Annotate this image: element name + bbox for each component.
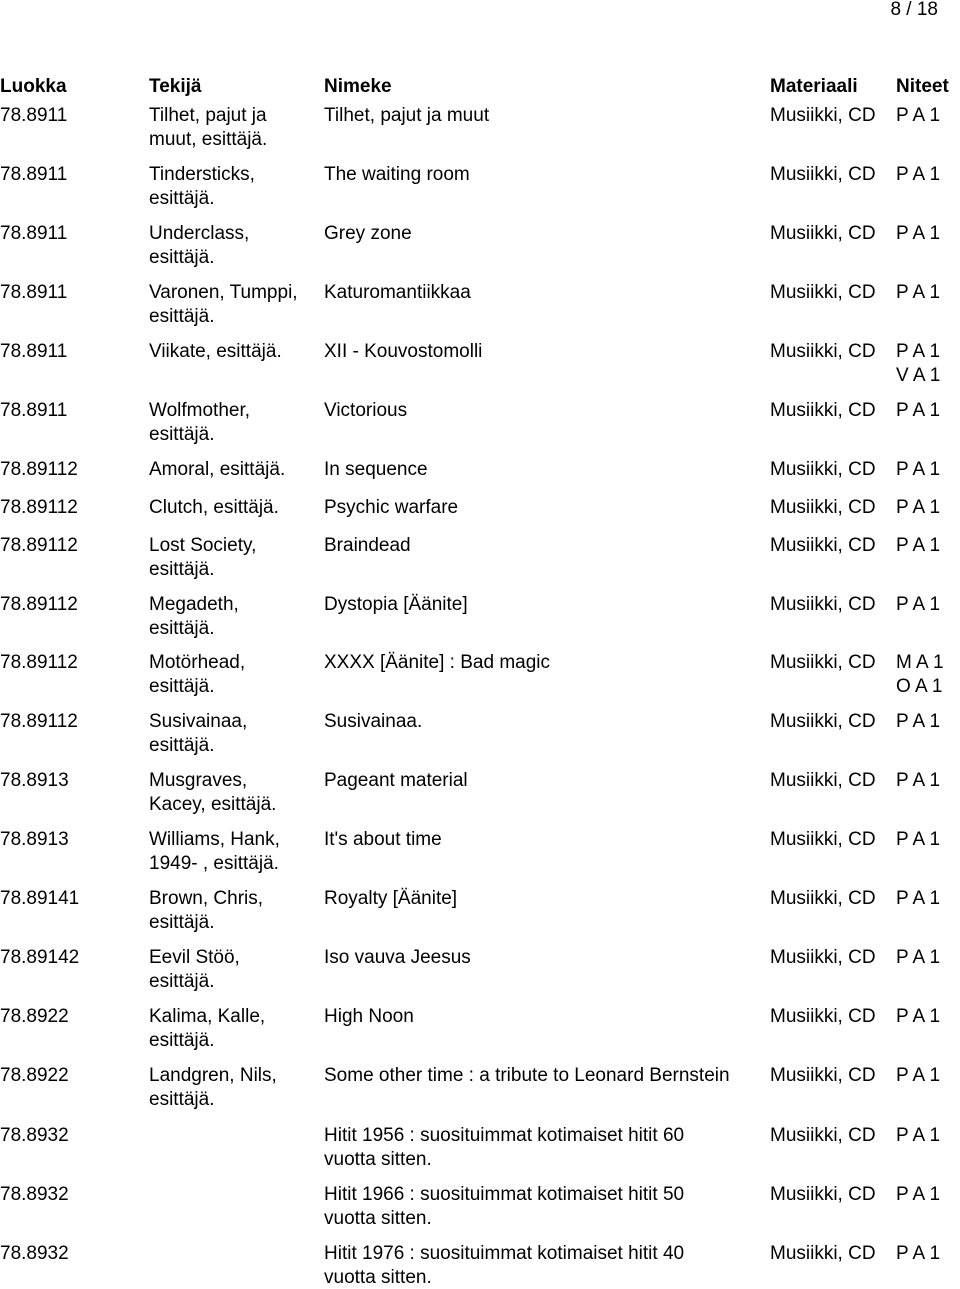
header-nimeke: Nimeke: [324, 75, 392, 99]
cell-niteet: P A 1: [896, 887, 940, 911]
cell-nimeke: Hitit 1966 : suosituimmat kotimaiset hitit 50: [324, 1183, 684, 1207]
cell-tekija: Brown, Chris,: [149, 887, 263, 911]
cell-luokka: 78.89112: [0, 710, 78, 734]
cell-tekija: Lost Society,: [149, 534, 256, 558]
cell-tekija: esittäjä.: [149, 423, 214, 447]
cell-niteet: P A 1: [896, 1124, 940, 1148]
cell-materiaali: Musiikki, CD: [770, 104, 876, 128]
cell-niteet: P A 1: [896, 534, 940, 558]
cell-materiaali: Musiikki, CD: [770, 1124, 876, 1148]
cell-tekija: muut, esittäjä.: [149, 128, 267, 152]
cell-luokka: 78.89112: [0, 534, 78, 558]
header-luokka: Luokka: [0, 75, 67, 99]
cell-niteet: P A 1: [896, 458, 940, 482]
cell-niteet: P A 1: [896, 222, 940, 246]
cell-tekija: esittäjä.: [149, 1029, 214, 1053]
cell-tekija: Kalima, Kalle,: [149, 1005, 265, 1029]
cell-tekija: esittäjä.: [149, 675, 214, 699]
cell-materiaali: Musiikki, CD: [770, 946, 876, 970]
header-tekija: Tekijä: [149, 75, 201, 99]
cell-tekija: Megadeth,: [149, 593, 239, 617]
cell-niteet: P A 1: [896, 828, 940, 852]
cell-tekija: Wolfmother,: [149, 399, 250, 423]
header-materiaali: Materiaali: [770, 75, 858, 99]
cell-luokka: 78.8913: [0, 828, 69, 852]
cell-niteet: P A 1: [896, 1005, 940, 1029]
cell-tekija: Williams, Hank,: [149, 828, 280, 852]
cell-materiaali: Musiikki, CD: [770, 1183, 876, 1207]
cell-luokka: 78.89112: [0, 458, 78, 482]
cell-materiaali: Musiikki, CD: [770, 1064, 876, 1088]
cell-tekija: Kacey, esittäjä.: [149, 793, 276, 817]
cell-luokka: 78.8932: [0, 1183, 69, 1207]
cell-nimeke: Susivainaa.: [324, 710, 422, 734]
cell-nimeke: Royalty [Äänite]: [324, 887, 457, 911]
cell-nimeke: Psychic warfare: [324, 496, 458, 520]
cell-niteet: P A 1: [896, 946, 940, 970]
cell-niteet: P A 1: [896, 593, 940, 617]
cell-luokka: 78.8911: [0, 399, 67, 423]
cell-nimeke: It's about time: [324, 828, 442, 852]
cell-tekija: Viikate, esittäjä.: [149, 340, 282, 364]
cell-niteet: P A 1: [896, 769, 940, 793]
cell-tekija: esittäjä.: [149, 911, 214, 935]
cell-luokka: 78.8913: [0, 769, 69, 793]
cell-luokka: 78.89112: [0, 496, 78, 520]
cell-materiaali: Musiikki, CD: [770, 458, 876, 482]
cell-materiaali: Musiikki, CD: [770, 281, 876, 305]
cell-niteet: P A 1: [896, 163, 940, 187]
cell-nimeke: Grey zone: [324, 222, 412, 246]
cell-nimeke: In sequence: [324, 458, 428, 482]
cell-luokka: 78.89141: [0, 887, 79, 911]
cell-materiaali: Musiikki, CD: [770, 340, 876, 364]
cell-nimeke: XXXX [Äänite] : Bad magic: [324, 651, 550, 675]
cell-luokka: 78.8911: [0, 104, 67, 128]
cell-tekija: Eevil Stöö,: [149, 946, 240, 970]
cell-materiaali: Musiikki, CD: [770, 163, 876, 187]
cell-materiaali: Musiikki, CD: [770, 399, 876, 423]
cell-tekija: esittäjä.: [149, 187, 214, 211]
cell-nimeke: Hitit 1976 : suosituimmat kotimaiset hitit 40: [324, 1242, 684, 1266]
cell-niteet: P A 1: [896, 1242, 940, 1266]
cell-materiaali: Musiikki, CD: [770, 593, 876, 617]
cell-tekija: esittäjä.: [149, 734, 214, 758]
cell-materiaali: Musiikki, CD: [770, 222, 876, 246]
cell-nimeke: Dystopia [Äänite]: [324, 593, 468, 617]
cell-nimeke: Pageant material: [324, 769, 468, 793]
cell-nimeke: Some other time : a tribute to Leonard Bernstein: [324, 1064, 730, 1088]
cell-nimeke: vuotta sitten.: [324, 1266, 432, 1289]
cell-tekija: Underclass,: [149, 222, 249, 246]
cell-nimeke: vuotta sitten.: [324, 1148, 432, 1172]
cell-tekija: esittäjä.: [149, 1088, 214, 1112]
cell-luokka: 78.89112: [0, 593, 78, 617]
cell-nimeke: Hitit 1956 : suosituimmat kotimaiset hitit 60: [324, 1124, 684, 1148]
cell-luokka: 78.8911: [0, 281, 67, 305]
cell-niteet: V A 1: [896, 364, 940, 388]
cell-tekija: esittäjä.: [149, 305, 214, 329]
cell-tekija: esittäjä.: [149, 970, 214, 994]
cell-nimeke: XII - Kouvostomolli: [324, 340, 482, 364]
cell-niteet: P A 1: [896, 1183, 940, 1207]
cell-nimeke: vuotta sitten.: [324, 1207, 432, 1231]
page-number: 8 / 18: [890, 0, 938, 22]
cell-materiaali: Musiikki, CD: [770, 828, 876, 852]
cell-luokka: 78.8932: [0, 1242, 69, 1266]
cell-tekija: Clutch, esittäjä.: [149, 496, 279, 520]
cell-materiaali: Musiikki, CD: [770, 534, 876, 558]
cell-tekija: esittäjä.: [149, 558, 214, 582]
cell-niteet: P A 1: [896, 496, 940, 520]
cell-nimeke: Victorious: [324, 399, 407, 423]
cell-nimeke: Iso vauva Jeesus: [324, 946, 471, 970]
cell-tekija: Tilhet, pajut ja: [149, 104, 267, 128]
cell-luokka: 78.8911: [0, 163, 67, 187]
cell-niteet: P A 1: [896, 281, 940, 305]
cell-tekija: Musgraves,: [149, 769, 247, 793]
cell-luokka: 78.8922: [0, 1005, 69, 1029]
cell-nimeke: Tilhet, pajut ja muut: [324, 104, 489, 128]
cell-luokka: 78.89142: [0, 946, 79, 970]
cell-materiaali: Musiikki, CD: [770, 1005, 876, 1029]
cell-tekija: 1949- , esittäjä.: [149, 852, 279, 876]
cell-materiaali: Musiikki, CD: [770, 887, 876, 911]
cell-niteet: P A 1: [896, 104, 940, 128]
cell-niteet: P A 1: [896, 399, 940, 423]
cell-nimeke: Katuromantiikkaa: [324, 281, 471, 305]
cell-nimeke: Braindead: [324, 534, 411, 558]
cell-nimeke: The waiting room: [324, 163, 470, 187]
cell-niteet: M A 1: [896, 651, 944, 675]
cell-materiaali: Musiikki, CD: [770, 1242, 876, 1266]
cell-tekija: esittäjä.: [149, 246, 214, 270]
cell-luokka: 78.8911: [0, 222, 67, 246]
cell-tekija: Landgren, Nils,: [149, 1064, 277, 1088]
cell-luokka: 78.89112: [0, 651, 78, 675]
cell-tekija: Susivainaa,: [149, 710, 247, 734]
cell-materiaali: Musiikki, CD: [770, 651, 876, 675]
cell-materiaali: Musiikki, CD: [770, 496, 876, 520]
cell-tekija: Tindersticks,: [149, 163, 255, 187]
header-niteet: Niteet: [896, 75, 949, 99]
cell-luokka: 78.8932: [0, 1124, 69, 1148]
cell-luokka: 78.8911: [0, 340, 67, 364]
cell-niteet: P A 1: [896, 710, 940, 734]
cell-niteet: P A 1: [896, 340, 940, 364]
cell-nimeke: High Noon: [324, 1005, 414, 1029]
cell-tekija: Motörhead,: [149, 651, 245, 675]
cell-tekija: Amoral, esittäjä.: [149, 458, 285, 482]
cell-materiaali: Musiikki, CD: [770, 769, 876, 793]
cell-niteet: O A 1: [896, 675, 942, 699]
cell-niteet: P A 1: [896, 1064, 940, 1088]
cell-tekija: Varonen, Tumppi,: [149, 281, 298, 305]
cell-luokka: 78.8922: [0, 1064, 69, 1088]
cell-materiaali: Musiikki, CD: [770, 710, 876, 734]
cell-tekija: esittäjä.: [149, 617, 214, 641]
